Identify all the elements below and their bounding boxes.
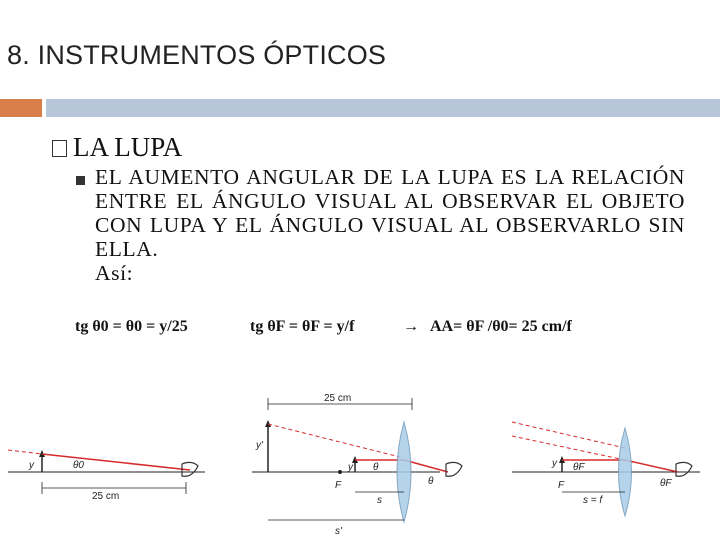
label-theta0: θ0 [73,460,84,471]
label-sprime: s' [335,526,342,537]
figure-naked-eye [8,450,205,502]
arrow-icon: → [403,318,419,335]
label-y: y [29,460,34,471]
figure-magnifier-virtual-image [252,393,462,537]
figure-object-at-focus [512,422,700,516]
eye-icon [676,462,692,476]
label-s: s [377,495,382,506]
paragraph [95,165,685,285]
lens-diagrams [0,388,720,540]
formula-angular-magnification: AA= θF /θ0= 25 cm/f [430,318,572,335]
label-F: F [558,480,565,491]
label-s-equals-f: s = f [583,495,603,506]
label-y: y [348,462,353,473]
label-y: y [552,458,557,469]
ray [42,454,190,470]
label-F: F [335,480,342,491]
eye-icon [446,462,462,476]
ray-extension [8,450,42,454]
heading-text: LA LUPA [73,132,183,162]
label-25cm-top: 25 cm [324,393,352,404]
formula-tg-thetaF: tg θF = θF = y/f [250,318,355,335]
checkbox-bullet-icon [52,140,67,157]
formula-tg-theta0: tg θ0 = θ0 = y/25 [75,318,188,335]
square-bullet-icon [76,176,85,185]
label-theta: θ [428,476,434,487]
heading-line [52,132,182,163]
title-divider-bar [46,99,720,117]
virtual-ray [268,424,404,458]
lens-icon [397,422,411,522]
title-accent-bar [0,99,42,117]
paragraph-end: Así: [95,261,134,285]
label-yprime: y' [256,440,263,451]
label-25cm: 25 cm [92,491,120,502]
label-thetaF-eye: θF [660,478,672,489]
lens-icon [619,428,632,516]
ray [625,460,678,472]
paragraph-text: EL AUMENTO ANGULAR DE LA LUPA ES LA RELACIÓN ENTRE EL ÁNGULO VISUAL AL OBSERVAR EL OBJETO CON LUPA Y EL ÁNGULO VISUAL AL OBSERVARLO SIN ELLA. [95,165,685,261]
label-thetaF: θF [573,462,585,473]
label-theta-small: θ [373,462,379,473]
slide-title: 8. INSTRUMENTOS ÓPTICOS [7,40,387,70]
virtual-ray [512,422,625,448]
focal-point [338,470,342,474]
